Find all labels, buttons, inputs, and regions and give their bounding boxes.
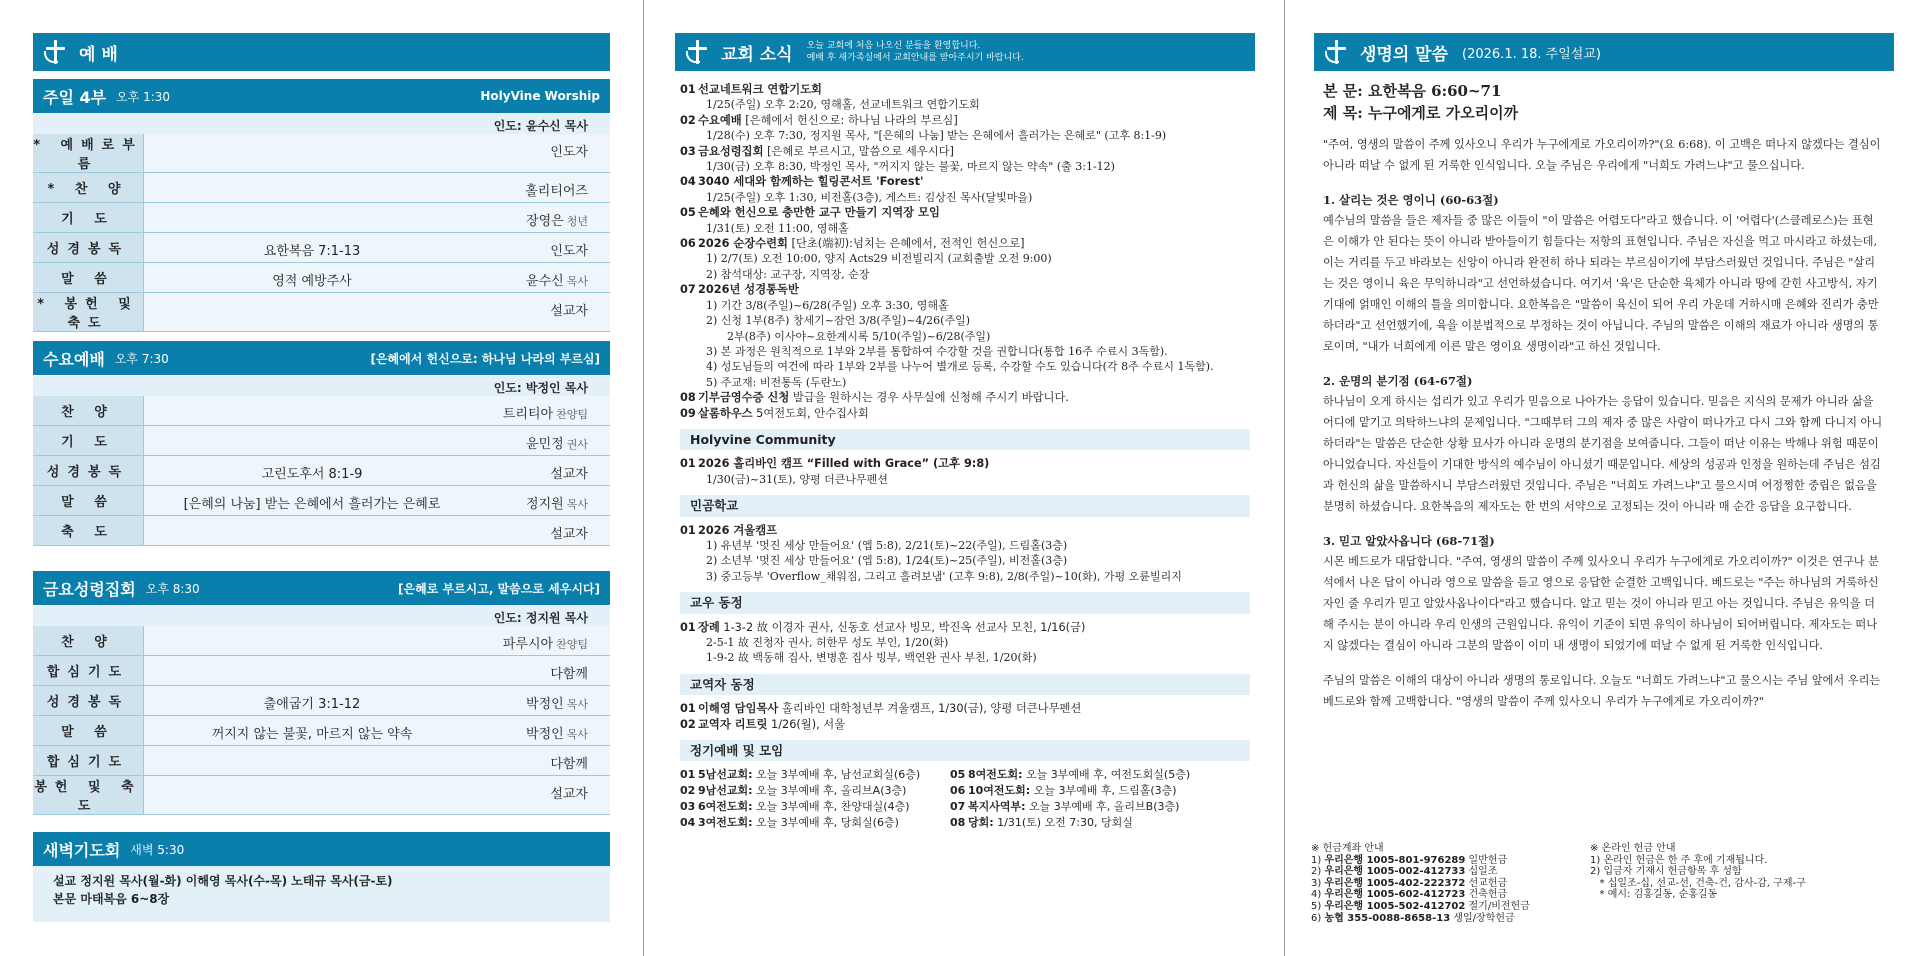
meeting-number: 08 <box>950 816 966 830</box>
order-row <box>33 626 610 656</box>
meetings-section-title: 정기예배 및 모임 <box>680 740 1250 761</box>
church-logo-icon <box>1324 39 1350 65</box>
news-item-title: 장례 <box>698 620 720 634</box>
meeting-title: 9남선교회: <box>698 784 753 798</box>
person-role: 목사 <box>566 728 588 741</box>
sermon-paragraphs <box>1323 134 1883 712</box>
wednesday-time: 오후 7:30 <box>114 351 169 366</box>
news-item-subline: 3) 중고등부 'Overflow_채워짐, 그리고 흘려보냄' (고후 9:8), 2/8(주일)~10(화), 가평 오륜빌리지 <box>706 569 1182 583</box>
person-name: 파루시아 <box>502 637 554 652</box>
meeting-number: 05 <box>950 768 966 782</box>
news-item <box>680 620 1250 635</box>
news-item-subline: 1-9-2 故 백동해 집사, 변병훈 집사 빙부, 백연완 권사 부친, 1/20(화) <box>706 651 1037 665</box>
wednesday-title: 수요예배 <box>43 349 105 369</box>
order-person <box>550 240 588 259</box>
online-fund-line: * 예시: 김홍길동, 순홍길동 <box>1590 889 1718 901</box>
news-item-subline: 2) 소년부 '멋진 세상 만들어요' (엡 5:8), 1/24(토)~25(주일), 비전홀(3층) <box>706 554 1068 568</box>
order-label: 찬 양 <box>33 626 144 656</box>
meeting-detail: 오늘 3부예배 후, 올리브B(3층) <box>1025 800 1180 814</box>
news-item-subline: 2) 참석대상: 교구장, 지역장, 순장 <box>706 267 870 281</box>
sermon-paragraph: 시몬 베드로가 대답합니다. "주여, 영생의 말씀이 주께 있사오니 우리가 누구에게로 가오리이까?" 이것은 연구나 분석에서 나온 답이 아니라 영으로 말씀을 듣고 영으로 응답한 순결한 고백입니다. 베드로는 "주는 하나님의 거룩하신 자인 줄 우리가 믿고 알았사옵나이다"라고 했습니다. 알고 믿는 것이 아니라 믿고 아는 것입니다. 주님은 유익을 더해 주시는 분이 아니라 우리 인생의 근원입니다. 유익이 기준이 되면 유익이 하나님이 되어버립니다. 제자도는 떠나지 않겠다는 결심이 아니라 그분의 말씀이 이미 내 생명이 되었기에 떠날 수 없게 된 거룩한 인식입니다. <box>1323 555 1879 652</box>
person-role: 권사 <box>566 438 588 451</box>
news-item-number: 03 <box>680 144 696 158</box>
order-label: 합심기도 <box>33 656 144 686</box>
meeting-title: 복지사역부: <box>968 800 1026 814</box>
online-fund-line: 2) 입금자 기재시 헌금항목 후 성함 <box>1590 866 1742 878</box>
order-person <box>526 210 588 229</box>
order-body <box>144 203 611 233</box>
order-row <box>33 233 610 263</box>
person-name: 박정인 <box>526 697 564 712</box>
sunday-title: 주일 4부 <box>43 87 107 107</box>
meeting-item <box>950 767 1240 783</box>
fund-use: 십일조 <box>1465 866 1498 878</box>
order-label: * 봉헌 및 축도 <box>33 293 144 332</box>
order-content: 요한복음 7:1-13 <box>263 244 361 259</box>
dawn-prayer-bar <box>33 832 610 866</box>
order-person <box>526 723 588 742</box>
news-item-title: 금요성령집회 <box>698 144 764 158</box>
person-role-only: 설교자 <box>550 787 588 802</box>
person-role: 목사 <box>566 275 588 288</box>
order-row <box>33 263 610 293</box>
fund-row-number: 2) <box>1311 866 1325 878</box>
news-item-number: 07 <box>680 283 696 297</box>
news-item-subline: 1/28(수) 오후 7:30, 정지원 목사, "[은혜의 나눔] 받는 은혜에서 흘러가는 은혜로" (고후 8:1-9) <box>706 129 1167 143</box>
news-item <box>680 205 1250 220</box>
worship-panel <box>0 0 643 956</box>
news-item-subline: 1/30(금)~31(토), 양평 더큰나무펜션 <box>706 472 888 486</box>
meeting-detail: 오늘 3부예배 후, 당회실(6층) <box>752 816 899 830</box>
news-item-title: 기부금영수증 신청 <box>698 391 790 405</box>
friday-order-table <box>33 626 610 815</box>
meeting-title: 6여전도회: <box>698 800 753 814</box>
meeting-detail: 오늘 3부예배 후, 찬양대실(4층) <box>752 800 910 814</box>
sermon-title: 제 목: 누구에게로 가오리이까 <box>1323 104 1519 122</box>
news-item-title: 2026 순장수련회 <box>698 237 788 251</box>
news-section-title: Holyvine Community <box>680 429 1250 450</box>
order-person <box>550 141 588 160</box>
fund-bank: 우리은행 1005-502-412702 <box>1324 900 1466 912</box>
order-person <box>526 493 588 512</box>
news-item-title: 선교네트워크 연합기도회 <box>698 83 822 96</box>
news-item-number: 01 <box>680 702 696 716</box>
order-label: 성경봉독 <box>33 233 144 263</box>
news-item-number: 01 <box>680 620 696 634</box>
church-logo-icon <box>43 39 69 65</box>
order-row <box>33 456 610 486</box>
meeting-item <box>680 799 950 815</box>
order-label: 기 도 <box>33 426 144 456</box>
sermon-body <box>1323 80 1883 726</box>
news-item-title: 이해영 담임목사 <box>698 702 779 716</box>
worship-header <box>33 33 610 71</box>
meeting-title: 당회: <box>968 816 994 830</box>
order-body <box>144 456 611 486</box>
news-item-title: 수요예배 <box>698 113 742 127</box>
news-item-number: 02 <box>680 113 696 127</box>
order-person <box>526 693 588 712</box>
person-name: 정지원 <box>526 497 564 512</box>
order-body <box>144 686 611 716</box>
fund-row-number: 1) <box>1311 854 1325 866</box>
fund-row-number: 5) <box>1311 900 1325 912</box>
meeting-number: 03 <box>680 800 696 814</box>
news-header <box>675 33 1255 71</box>
news-item-number: 05 <box>680 206 696 220</box>
sunday-service-bar <box>33 79 610 113</box>
order-person <box>550 663 588 682</box>
order-row <box>33 203 610 233</box>
order-label: * 찬 양 <box>33 173 144 203</box>
order-body <box>144 134 611 173</box>
meeting-number: 01 <box>680 768 696 782</box>
order-content: 출애굽기 3:1-12 <box>263 697 361 712</box>
order-row <box>33 656 610 686</box>
news-item-number: 04 <box>680 175 696 189</box>
order-body <box>144 233 611 263</box>
news-item <box>680 390 1250 405</box>
person-role: 찬양팀 <box>556 408 588 421</box>
fund-row <box>1311 901 1530 913</box>
person-role-only: 설교자 <box>550 467 588 482</box>
order-content: 영적 예방주사 <box>272 274 352 289</box>
news-item-subline: 4) 성도님들의 여건에 따라 1부와 2부를 나누어 별개로 등록, 수강할 수도 있습니다(각 8주 수료시 1독함). <box>706 360 1214 374</box>
person-role: 청년 <box>566 215 588 228</box>
order-row <box>33 134 610 173</box>
order-body <box>144 746 611 776</box>
sunday-leader: 인도: 윤수신 목사 <box>33 114 610 134</box>
sermon-paragraph: 하나님이 오게 하시는 섭리가 있고 우리가 믿음으로 나아가는 응답이 있습니다. 믿음은 지식의 문제가 아니라 삶을 어디에 맡기고 의탁하느냐의 문제입니다. "그때부터 그의 제자 중 많은 사람이 떠나가고 다시 그와 함께 다니지 아니하더라"는 말씀은 단순한 상황 묘사가 아니라 운명의 분기점을 보여줍니다. 그들이 떠난 이유는 박해나 위험 때문이 아니었습니다. 자신들이 기대한 방식의 예수님이 아니셨기 때문입니다. 세상의 성공과 인정을 원하는데 주님은 섬김과 헌신의 삶을 말씀하시니 부담스러웠던 것입니다. 주님은 "너희도 가려느냐"고 물으시며 어정쩡한 중립은 없음을 분명히 하셨습니다. 요한복음의 제자도는 한 번의 서약으로 고정되는 것이 아니라 매 순간 응답을 요구합니다. <box>1323 395 1883 513</box>
news-item-detail: 발급을 원하시는 경우 사무실에 신청해 주시기 바랍니다. <box>789 391 1069 405</box>
dawn-details <box>33 866 610 922</box>
news-header-note <box>807 40 1024 64</box>
order-label: 봉헌 및 축도 <box>33 776 144 815</box>
sermon-header-title: 생명의 말씀 <box>1360 44 1449 65</box>
person-name: 장영은 <box>526 214 564 229</box>
fund-use: 일반헌금 <box>1465 854 1508 866</box>
sermon-header <box>1314 33 1894 71</box>
news-item <box>680 282 1250 297</box>
order-row <box>33 396 610 426</box>
order-label: 말 씀 <box>33 486 144 516</box>
news-item-subline: 2부(8주) 이사야~요한계시록 5/10(주일)~6/28(주일) <box>706 329 991 343</box>
wednesday-subtitle: [은혜에서 헌신으로: 하나님 나라의 부르심] <box>370 351 600 366</box>
sermon-scripture: 본 문: 요한복음 6:60~71 <box>1323 82 1502 100</box>
news-item <box>680 82 1250 97</box>
sermon-paragraph: 주님의 말씀은 이해의 대상이 아니라 생명의 통로입니다. 오늘도 "너희도 가려느냐"고 물으시는 주님 앞에서 우리는 베드로와 함께 고백합니다. "영생의 말씀이 주께 있사오니 우리가 누구에게로 가오리이까?" <box>1323 674 1881 708</box>
person-role-only: 설교자 <box>550 304 588 319</box>
friday-time: 오후 8:30 <box>145 581 200 596</box>
sunday-subtitle: HolyVine Worship <box>480 89 600 103</box>
news-list <box>680 82 1250 831</box>
news-item-number: 06 <box>680 237 696 251</box>
order-body <box>144 293 611 332</box>
news-item-title: 은혜와 헌신으로 충만한 교구 만들기 지역장 모임 <box>698 206 940 220</box>
order-person <box>550 300 588 319</box>
newcomer-note: 예배 후 새가족실에서 교회안내를 받아주시기 바랍니다. <box>806 53 1024 63</box>
order-person <box>550 523 588 542</box>
fund-use: 절기/비전헌금 <box>1465 900 1530 912</box>
order-body <box>144 396 611 426</box>
meeting-item <box>950 799 1240 815</box>
meeting-title: 10여전도회: <box>968 784 1031 798</box>
news-item-detail: [은혜로 부르시고, 말씀으로 세우시다] <box>763 144 954 158</box>
meeting-number: 06 <box>950 784 966 798</box>
news-item <box>680 456 1250 471</box>
person-name: 박정인 <box>526 727 564 742</box>
wednesday-leader: 인도: 박정인 목사 <box>33 376 610 396</box>
sermon-paragraph: "주여, 영생의 말씀이 주께 있사오니 우리가 누구에게로 가오리이까?"(요 6:68). 이 고백은 떠나지 않겠다는 결심이 아니라 떠날 수 없게 된 거룩한 인식입니다. 오늘 주님은 우리에게 "너희도 가려느냐"고 물으십니다. <box>1323 138 1881 172</box>
order-label: 기 도 <box>33 203 144 233</box>
fund-row <box>1311 913 1530 925</box>
news-item-subline: 1/31(토) 오전 11:00, 영해홀 <box>706 221 849 235</box>
person-role: 찬양팀 <box>556 638 588 651</box>
person-role: 목사 <box>566 698 588 711</box>
news-item-subline: 1/25(주일) 오후 2:20, 영해홀, 선교네트워크 연합기도회 <box>706 98 980 112</box>
news-item-detail: [단초(端初):넘치는 은혜에서, 전적인 헌신으로] <box>787 237 1025 251</box>
meeting-detail: 오늘 3부예배 후, 여전도회실(5층) <box>1022 768 1191 782</box>
fund-bank: 우리은행 1005-602-412723 <box>1324 889 1466 901</box>
person-name: 트리티아 <box>502 407 554 422</box>
news-item-title: 2026년 성경통독반 <box>698 283 799 297</box>
news-item <box>680 144 1250 159</box>
order-label: 찬 양 <box>33 396 144 426</box>
fund-bank: 우리은행 1005-801-976289 <box>1324 854 1466 866</box>
meeting-detail: 오늘 3부예배 후, 올리브A(3층) <box>752 784 907 798</box>
fund-bank: 우리은행 1005-002-412733 <box>1324 866 1466 878</box>
order-row <box>33 686 610 716</box>
meeting-item <box>680 767 950 783</box>
news-item-number: 01 <box>680 523 696 537</box>
news-item-detail: [은혜에서 헌신으로: 하나님 나라의 부르심] <box>741 113 958 127</box>
news-section-title: 교우 동정 <box>680 592 1250 613</box>
meeting-item <box>680 815 950 831</box>
meeting-detail: 1/31(토) 오전 7:30, 당회실 <box>993 816 1133 830</box>
news-item <box>680 701 1250 716</box>
meeting-item <box>680 783 950 799</box>
fund-row-number: 3) <box>1311 877 1325 889</box>
order-body <box>144 626 611 656</box>
news-item <box>680 523 1250 538</box>
news-item-title: 2026 홀리바인 캠프 “Filled with Grace” (고후 9:8) <box>698 457 990 471</box>
order-label: 말 씀 <box>33 716 144 746</box>
person-role-only: 인도자 <box>550 244 588 259</box>
order-person <box>526 433 588 452</box>
order-body <box>144 716 611 746</box>
news-item-subline: 1/30(금) 오후 8:30, 박정인 목사, "꺼지지 않는 불꽃, 마르지 않는 약속" (출 3:1-12) <box>706 160 1115 174</box>
person-role: 목사 <box>566 498 588 511</box>
news-header-title: 교회 소식 <box>721 44 793 65</box>
news-item-number: 02 <box>680 717 696 731</box>
news-item-detail: 5여전도회, 안수집사회 <box>752 406 869 420</box>
meetings-grid <box>680 767 1250 831</box>
meeting-detail: 오늘 3부예배 후, 남선교회실(6층) <box>752 768 921 782</box>
person-role-only: 인도자 <box>550 145 588 160</box>
news-item-title: 3040 세대와 함께하는 힐링콘서트 'Forest' <box>698 175 924 189</box>
fund-use: 건축헌금 <box>1465 889 1508 901</box>
fund-row-number: 6) <box>1311 912 1325 924</box>
news-item-title: 2026 겨울캠프 <box>698 523 778 537</box>
news-item-subline: 1) 2/7(토) 오전 10:00, 양지 Acts29 비전빌리지 (교회출발 오전 9:00) <box>706 252 1052 266</box>
news-item-number: 08 <box>680 391 696 405</box>
friday-title: 금요성령집회 <box>43 579 136 599</box>
offering-accounts <box>1311 843 1530 924</box>
meeting-number: 07 <box>950 800 966 814</box>
online-fund-line: * 십일조-십, 선교-선, 건축-건, 감사-감, 구제-구 <box>1590 877 1806 889</box>
order-body <box>144 173 611 203</box>
fund-row <box>1311 878 1530 890</box>
fund-row <box>1311 855 1530 867</box>
fund-bank: 우리은행 1005-402-222372 <box>1324 877 1466 889</box>
meeting-title: 3여전도회: <box>698 816 753 830</box>
worship-header-title: 예 배 <box>79 44 118 65</box>
meeting-detail: 오늘 3부예배 후, 드림홀(3층) <box>1030 784 1177 798</box>
news-item-subline: 2-5-1 故 진청자 권사, 허한무 성도 부인, 1/20(화) <box>706 636 949 649</box>
order-label: 성경봉독 <box>33 686 144 716</box>
news-item-number: 01 <box>680 83 696 96</box>
news-item-detail: 홀리바인 대학청년부 겨울캠프, 1/30(금), 양평 더큰나무펜션 <box>778 702 1082 716</box>
meeting-number: 04 <box>680 816 696 830</box>
friday-service-bar <box>33 571 610 605</box>
order-label: * 예배로부름 <box>33 134 144 173</box>
news-item <box>680 717 1250 732</box>
news-item-subline: 1/25(주일) 오후 1:30, 비전홀(3층), 게스트: 김상진 목사(달빛마을) <box>706 190 1033 204</box>
wednesday-order-table <box>33 396 610 546</box>
person-role-only: 홀리티어즈 <box>525 184 588 199</box>
fund-row-number: 4) <box>1311 889 1325 901</box>
news-section-title: 교역자 동정 <box>680 674 1250 695</box>
sermon-date: (2026.1. 18. 주일설교) <box>1462 46 1601 62</box>
meeting-title: 8여전도회: <box>968 768 1023 782</box>
online-fund-title: ※ 온라인 헌금 안내 <box>1590 843 1676 854</box>
person-role-only: 다함께 <box>550 757 588 772</box>
dawn-title: 새벽기도회 <box>43 840 121 860</box>
order-row <box>33 746 610 776</box>
news-item-subline: 1) 기간 3/8(주일)~6/28(주일) 오후 3:30, 영해홀 <box>706 298 949 312</box>
order-row <box>33 173 610 203</box>
order-person <box>503 633 588 652</box>
person-name: 윤수신 <box>526 274 564 289</box>
sermon-paragraph: 예수님의 말씀을 들은 제자들 중 많은 이들이 "이 말씀은 어렵도다"라고 했습니다. 이 '어렵다'(스클레로스)는 표현은 이해가 안 된다는 뜻이 아니라 받아들이기 힘들다는 저항의 표현입니다. 주님은 자신을 먹고 마시라고 하셨는데, 이는 거리를 두고 바라보는 신앙이 아니라 완전히 하나 되라는 부르심이기에 부담스러웠던 것입니다. 주님은 "살리는 것은 영이니 육은 무익하니라"고 선언하셨습니다. 여기서 '육'은 단순한 육체가 아니라 땅에 갇힌 사고방식, 자기 기대에 얽매인 이해의 틀을 의미합니다. 요한복음은 "말씀이 육신이 되어 우리 가운데 거하시매 은혜와 진리가 충만하더라"고 선언했기에, 육을 이분법적으로 부정하는 것이 아닙니다. 주님의 말씀은 이해의 재료가 아니라 생명의 통로이며, "내가 너희에게 이른 말은 영이요 생명이라"고 하신 것입니다. <box>1323 214 1879 353</box>
sunday-order-table <box>33 134 610 332</box>
meeting-number: 02 <box>680 784 696 798</box>
fund-use: 생일/장학헌금 <box>1450 912 1515 924</box>
sermon-point-heading: 3. 믿고 알았사옵니다 (68-71절) <box>1323 534 1495 548</box>
news-item-number: 01 <box>680 457 696 471</box>
fund-bank: 농협 355-0088-8658-13 <box>1324 912 1451 924</box>
order-person <box>550 753 588 772</box>
order-body <box>144 516 611 546</box>
order-content: 꺼지지 않는 불꽃, 마르지 않는 약속 <box>211 727 413 742</box>
wednesday-service-bar <box>33 341 610 375</box>
news-item <box>680 236 1250 251</box>
news-item-subline: 1) 유년부 '멋진 세상 만들어요' (엡 5:8), 2/21(토)~22(주일), 드림홀(3층) <box>706 538 1068 552</box>
sunday-time: 오후 1:30 <box>116 89 171 104</box>
fund-use: 선교헌금 <box>1465 877 1508 889</box>
order-row <box>33 716 610 746</box>
dawn-text: 본문 마태복음 6~8장 <box>53 892 170 906</box>
order-body <box>144 426 611 456</box>
news-item <box>680 113 1250 128</box>
fund-row <box>1311 889 1530 901</box>
meeting-title: 5남선교회: <box>698 768 753 782</box>
news-item-subline: 2) 신청 1부(8주) 창세기~잠언 3/8(주일)~4/26(주일) <box>706 314 970 328</box>
order-label: 합심기도 <box>33 746 144 776</box>
fund-row <box>1311 866 1530 878</box>
order-body <box>144 263 611 293</box>
order-row <box>33 776 610 815</box>
news-item-number: 09 <box>680 406 696 420</box>
news-item-title: 살롬하우스 <box>698 406 753 420</box>
order-content: 고린도후서 8:1-9 <box>261 467 363 482</box>
online-fund-line: 1) 온라인 헌금은 한 주 후에 기재됩니다. <box>1590 854 1768 866</box>
person-name: 윤민정 <box>526 437 564 452</box>
news-item-detail: 1-3-2 故 이경자 권사, 신동호 선교사 빙모, 박진옥 선교사 모친, 1/16(금) <box>719 620 1086 634</box>
news-item-subline: 3) 본 과정은 원칙적으로 1부와 2부를 통합하여 수강할 것을 권합니다(통합 16주 수료시 3독함). <box>706 344 1168 358</box>
news-section-title: 민곰학교 <box>680 495 1250 516</box>
order-label: 축 도 <box>33 516 144 546</box>
order-label: 말 씀 <box>33 263 144 293</box>
news-item <box>680 406 1250 421</box>
order-content: [은혜의 나눔] 받는 은혜에서 흘러가는 은혜로 <box>183 497 441 512</box>
news-item-title: 교역자 리트릿 <box>698 717 768 731</box>
order-row <box>33 426 610 456</box>
order-label: 성경봉독 <box>33 456 144 486</box>
order-person <box>525 180 588 199</box>
order-body <box>144 776 611 815</box>
order-person <box>550 783 588 802</box>
dawn-preachers: 설교 정지원 목사(월-화) 이해영 목사(수-목) 노태규 목사(금-토) <box>53 874 393 888</box>
order-body <box>144 486 611 516</box>
news-item-detail: 1/26(월), 서울 <box>767 717 846 731</box>
welcome-note: 오늘 교회에 처음 나오신 분들을 환영합니다. <box>806 41 981 51</box>
friday-leader: 인도: 정지원 목사 <box>33 606 610 626</box>
online-offering-guide <box>1590 843 1806 901</box>
sermon-point-heading: 1. 살리는 것은 영이니 (60-63절) <box>1323 193 1499 207</box>
order-row <box>33 486 610 516</box>
dawn-time: 새벽 5:30 <box>130 842 185 857</box>
sermon-point-heading: 2. 운명의 분기점 (64-67절) <box>1323 374 1473 388</box>
order-person <box>526 270 588 289</box>
meeting-item <box>950 783 1240 799</box>
news-item <box>680 174 1250 189</box>
person-role-only: 설교자 <box>550 527 588 542</box>
order-body <box>144 656 611 686</box>
meeting-item <box>950 815 1240 831</box>
order-person <box>550 463 588 482</box>
order-person <box>503 403 588 422</box>
friday-subtitle: [은혜로 부르시고, 말씀으로 세우시다] <box>398 581 600 596</box>
person-role-only: 다함께 <box>550 667 588 682</box>
order-row <box>33 293 610 332</box>
fund-title: ※ 헌금계좌 안내 <box>1311 843 1384 854</box>
church-logo-icon <box>685 39 711 65</box>
news-item-subline: 5) 주교재: 비전통독 (두란노) <box>706 375 847 389</box>
order-row <box>33 516 610 546</box>
